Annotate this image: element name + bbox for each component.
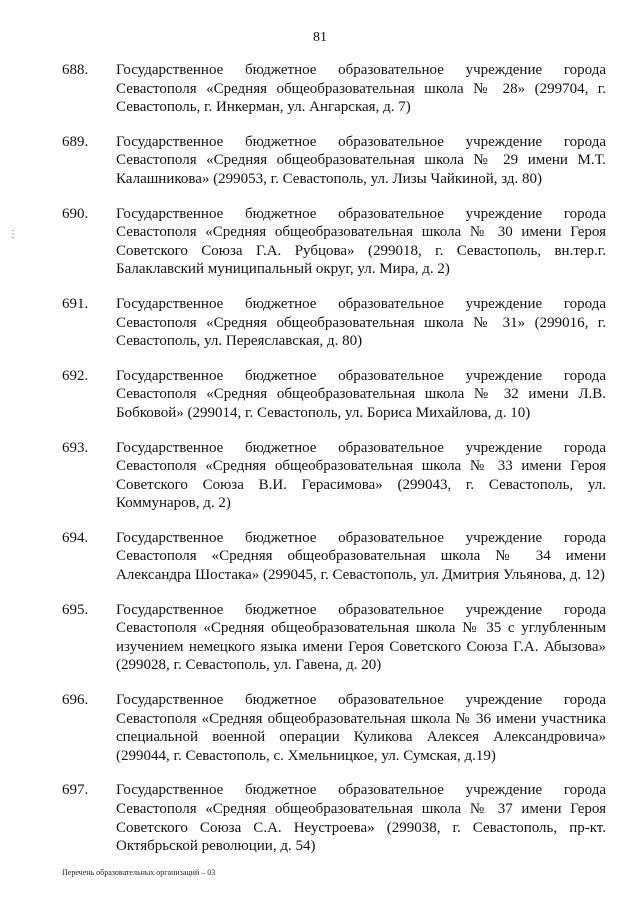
entry-number: 695.: [62, 601, 89, 618]
entry-text: Государственное бюджетное образовательное учреждение города Севастополя «Средняя общеобразовательная школа № 34 имени Александра Шостака» (299045, г. Севастополь, ул. Дмитрия Ульянова, д. 12): [116, 529, 606, 584]
entry-number: 697.: [62, 782, 89, 799]
list-item: [62, 61, 606, 117]
list-item: [62, 529, 606, 585]
entry-text: Государственное бюджетное образовательное учреждение города Севастополя «Средняя общеобразовательная школа № 35 с углубленным изучением немецкого языка имени Героя Советского Союза Г.А. Абызова» (299028, г. Севастополь, ул. Гавена, д. 20): [116, 601, 606, 674]
list-item: [62, 205, 606, 279]
entry-text: Государственное бюджетное образовательное учреждение города Севастополя «Средняя общеобразовательная школа № 31» (299016, г. Севастополь, ул. Переяславская, д. 80): [116, 295, 606, 350]
entries-list: [62, 61, 606, 872]
page-footer: Перечень образовательных организаций – 03: [62, 868, 216, 877]
entry-text: Государственное бюджетное образовательное учреждение города Севастополя «Средняя общеобразовательная школа № 30 имени Героя Советского Союза Г.А. Рубцова» (299018, г. Севастополь, вн.тер.г. Балаклавский муниципальный округ, ул. Мира, д. 2): [116, 205, 606, 278]
entry-number: 696.: [62, 692, 89, 709]
entry-text: Государственное бюджетное образовательное учреждение города Севастополя «Средняя общеобразовательная школа № 29 имени М.Т. Калашникова» (299053, г. Севастополь, ул. Лизы Чайкиной, зд. 80): [116, 133, 606, 187]
margin-mark-decoration: ⋮: [8, 229, 18, 240]
entry-number: 691.: [62, 295, 89, 312]
entry-number: 689.: [62, 133, 89, 150]
entry-number: 694.: [62, 529, 89, 546]
entry-text: Государственное бюджетное образовательное учреждение города Севастополя «Средняя общеобразовательная школа № 33 имени Героя Советского Союза В.И. Герасимова» (299043, г. Севастополь, ул. Коммунаров, д. 2): [116, 439, 606, 512]
entry-number: 688.: [62, 62, 89, 78]
entry-text: Государственное бюджетное образовательное учреждение города Севастополя «Средняя общеобразовательная школа № 36 имени участника специальной военной операции Куликова Алексея Александровича» (299044, г. Севастополь, с. Хмельницкое, ул. Сумская, д.19): [116, 692, 606, 764]
entry-text: Государственное бюджетное образовательное учреждение города Севастополя «Средняя общеобразовательная школа № 37 имени Героя Советского Союза С.А. Неустроева» (299038, г. Севастополь, пр-кт. Октябрьской революции, д. 54): [116, 782, 606, 855]
list-item: [62, 781, 606, 855]
page-number: 81: [313, 30, 327, 45]
entry-number: 693.: [62, 439, 89, 456]
list-item: [62, 601, 606, 675]
entry-text: Государственное бюджетное образовательное учреждение города Севастополя «Средняя общеобразовательная школа № 32 имени Л.В. Бобковой» (299014, г. Севастополь, ул. Бориса Михайлова, д. 10): [116, 367, 606, 421]
list-item: [62, 133, 606, 189]
entry-number: 690.: [62, 205, 89, 222]
list-item: [62, 439, 606, 513]
list-item: [62, 691, 606, 765]
entry-number: 692.: [62, 367, 89, 384]
list-item: [62, 295, 606, 351]
entry-text: Государственное бюджетное образовательное учреждение города Севастополя «Средняя общеобразовательная школа № 28» (299704, г. Севастополь, г. Инкерман, ул. Ангарская, д. 7): [116, 62, 606, 116]
list-item: [62, 367, 606, 423]
